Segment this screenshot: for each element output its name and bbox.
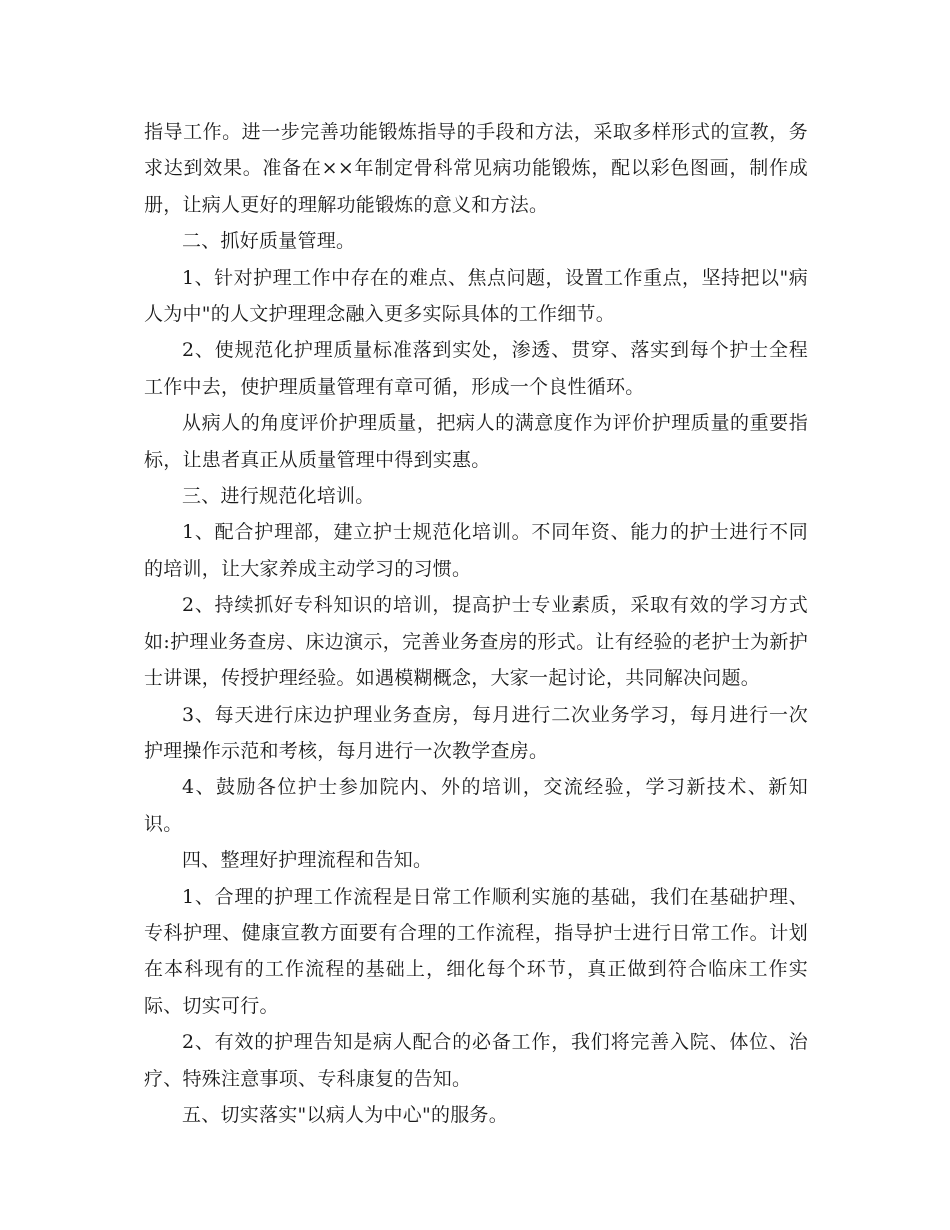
paragraph-3: 1、针对护理工作中存在的难点、焦点问题，设置工作重点，坚持把以"病人为中"的人文护理理念融入更多实际具体的工作细节。 xyxy=(144,266,808,326)
paragraph-12: 1、合理的护理工作流程是日常工作顺利实施的基础，我们在基础护理、专科护理、健康宣教方面要有合理的工作流程，指导护士进行日常工作。计划在本科现有的工作流程的基础上，细化每个环节，真正做到符合临床工作实际、切实可行。 xyxy=(144,885,808,1017)
section-heading-3: 三、进行规范化培训。 xyxy=(182,485,375,508)
paragraph-10: 4、鼓励各位护士参加院内、外的培训，交流经验，学习新技术、新知识。 xyxy=(144,776,808,835)
paragraph-13: 2、有效的护理告知是病人配合的必备工作，我们将完善入院、体位、治疗、特殊注意事项、专科康复的告知。 xyxy=(144,1031,808,1090)
paragraph-9: 3、每天进行床边护理业务查房，每月进行二次业务学习，每月进行一次护理操作示范和考核，每月进行一次教学查房。 xyxy=(144,703,808,762)
paragraph-7: 1、配合护理部，建立护士规范化培训。不同年资、能力的护士进行不同的培训，让大家养成主动学习的习惯。 xyxy=(144,521,808,580)
paragraph-5: 从病人的角度评价护理质量，把病人的满意度作为评价护理质量的重要指标，让患者真正从质量管理中得到实惠。 xyxy=(144,412,808,471)
paragraph-1: 指导工作。进一步完善功能锻炼指导的手段和方法，采取多样形式的宣教，务求达到效果。准备在××年制定骨科常见病功能锻炼，配以彩色图画，制作成册，让病人更好的理解功能锻炼的意义和方法。 xyxy=(144,121,808,216)
document-body xyxy=(144,114,808,1133)
section-heading-2: 二、抓好质量管理。 xyxy=(182,230,356,253)
section-heading-4: 四、整理好护理流程和告知。 xyxy=(182,849,433,872)
paragraph-8: 2、持续抓好专科知识的培训，提高护士专业素质，采取有效的学习方式如:护理业务查房、床边演示，完善业务查房的形式。让有经验的老护士为新护士讲课，传授护理经验。如遇模糊概念，大家一起讨论，共同解决问题。 xyxy=(144,594,808,690)
paragraph-4: 2、使规范化护理质量标准落到实处，渗透、贯穿、落实到每个护士全程工作中去，使护理质量管理有章可循，形成一个良性循环。 xyxy=(144,339,808,398)
section-heading-5: 五、切实落实"以病人为中心"的服务。 xyxy=(182,1103,508,1126)
